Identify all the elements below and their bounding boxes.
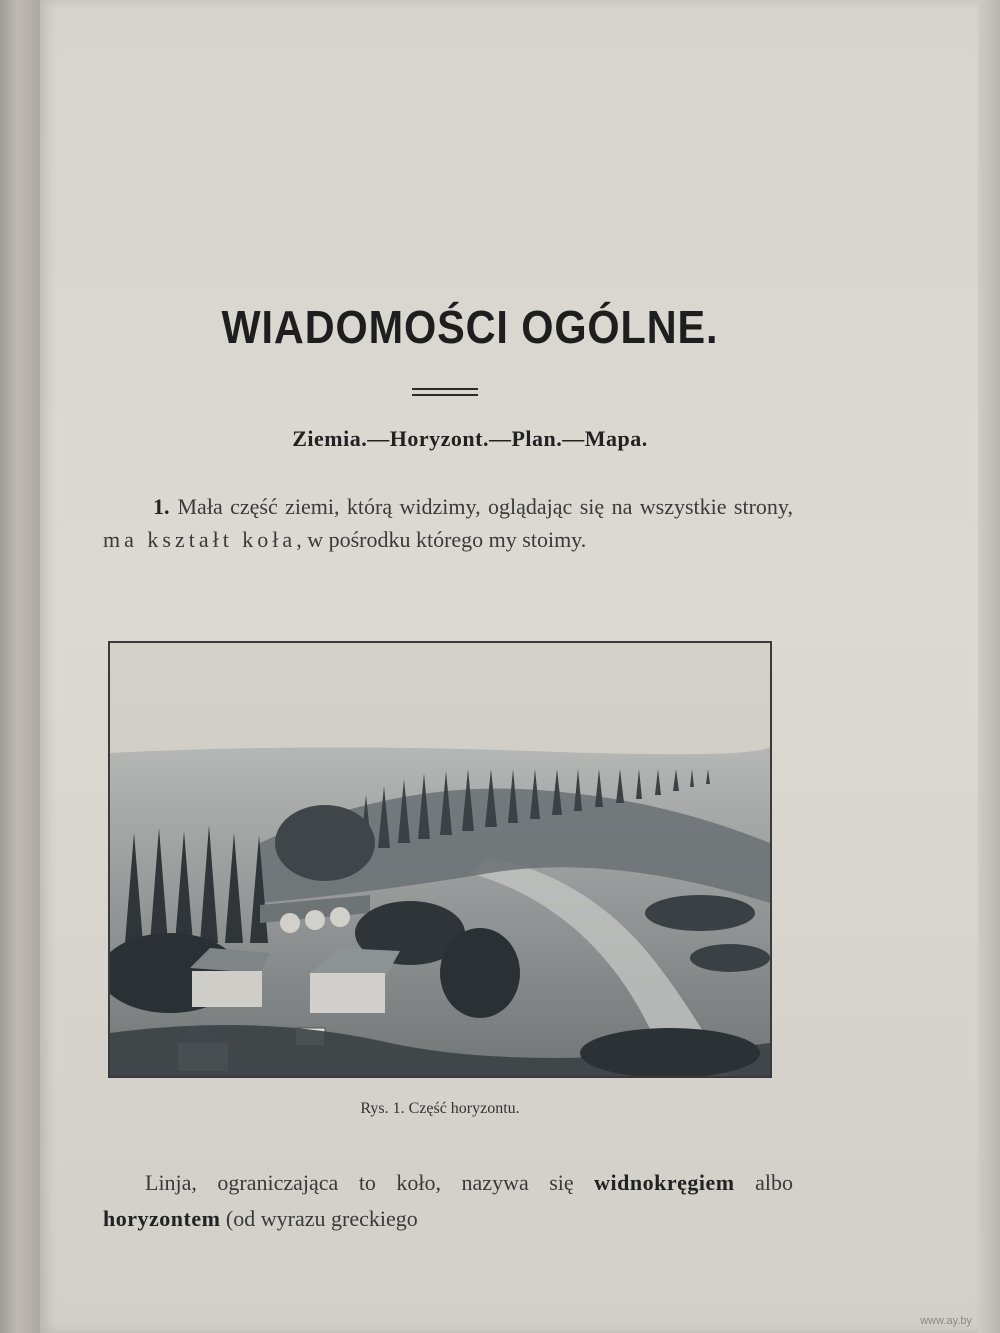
paragraph-2-bold-2: horyzontem [103, 1206, 221, 1231]
horizon-illustration [108, 641, 772, 1078]
paragraph-1 [103, 490, 793, 556]
paragraph-2-text-b: albo [734, 1170, 793, 1195]
page-title: WIADOMOŚCI OGÓLNE. [221, 301, 719, 353]
figure-caption: Rys. 1. Część horyzontu. [360, 1100, 520, 1117]
paragraph-number: 1. [153, 494, 170, 519]
left-page-edge [0, 0, 44, 1333]
right-page-edge [978, 0, 1000, 1333]
paragraph-1-text-a: Mała część ziemi, którą widzimy, oglądając się na wszystkie strony, [177, 494, 793, 519]
title-rule-bottom [412, 394, 478, 396]
paragraph-2-bold-1: widnokręgiem [594, 1170, 735, 1195]
paragraph-1-text-b: , w pośrodku którego my stoimy. [296, 527, 587, 552]
watermark: www.ay.by [920, 1315, 972, 1327]
paragraph-2 [103, 1165, 793, 1237]
section-subtitle: Ziemia.—Horyzont.—Plan.—Mapa. [292, 426, 648, 451]
title-rule-top [412, 388, 478, 390]
paragraph-1-spaced-text: ma kształt koła [103, 527, 297, 552]
paragraph-2-text-a: Linja, ograniczająca to koło, nazywa się [145, 1170, 595, 1195]
paragraph-2-text-c: (od wyrazu greckiego [220, 1206, 418, 1231]
